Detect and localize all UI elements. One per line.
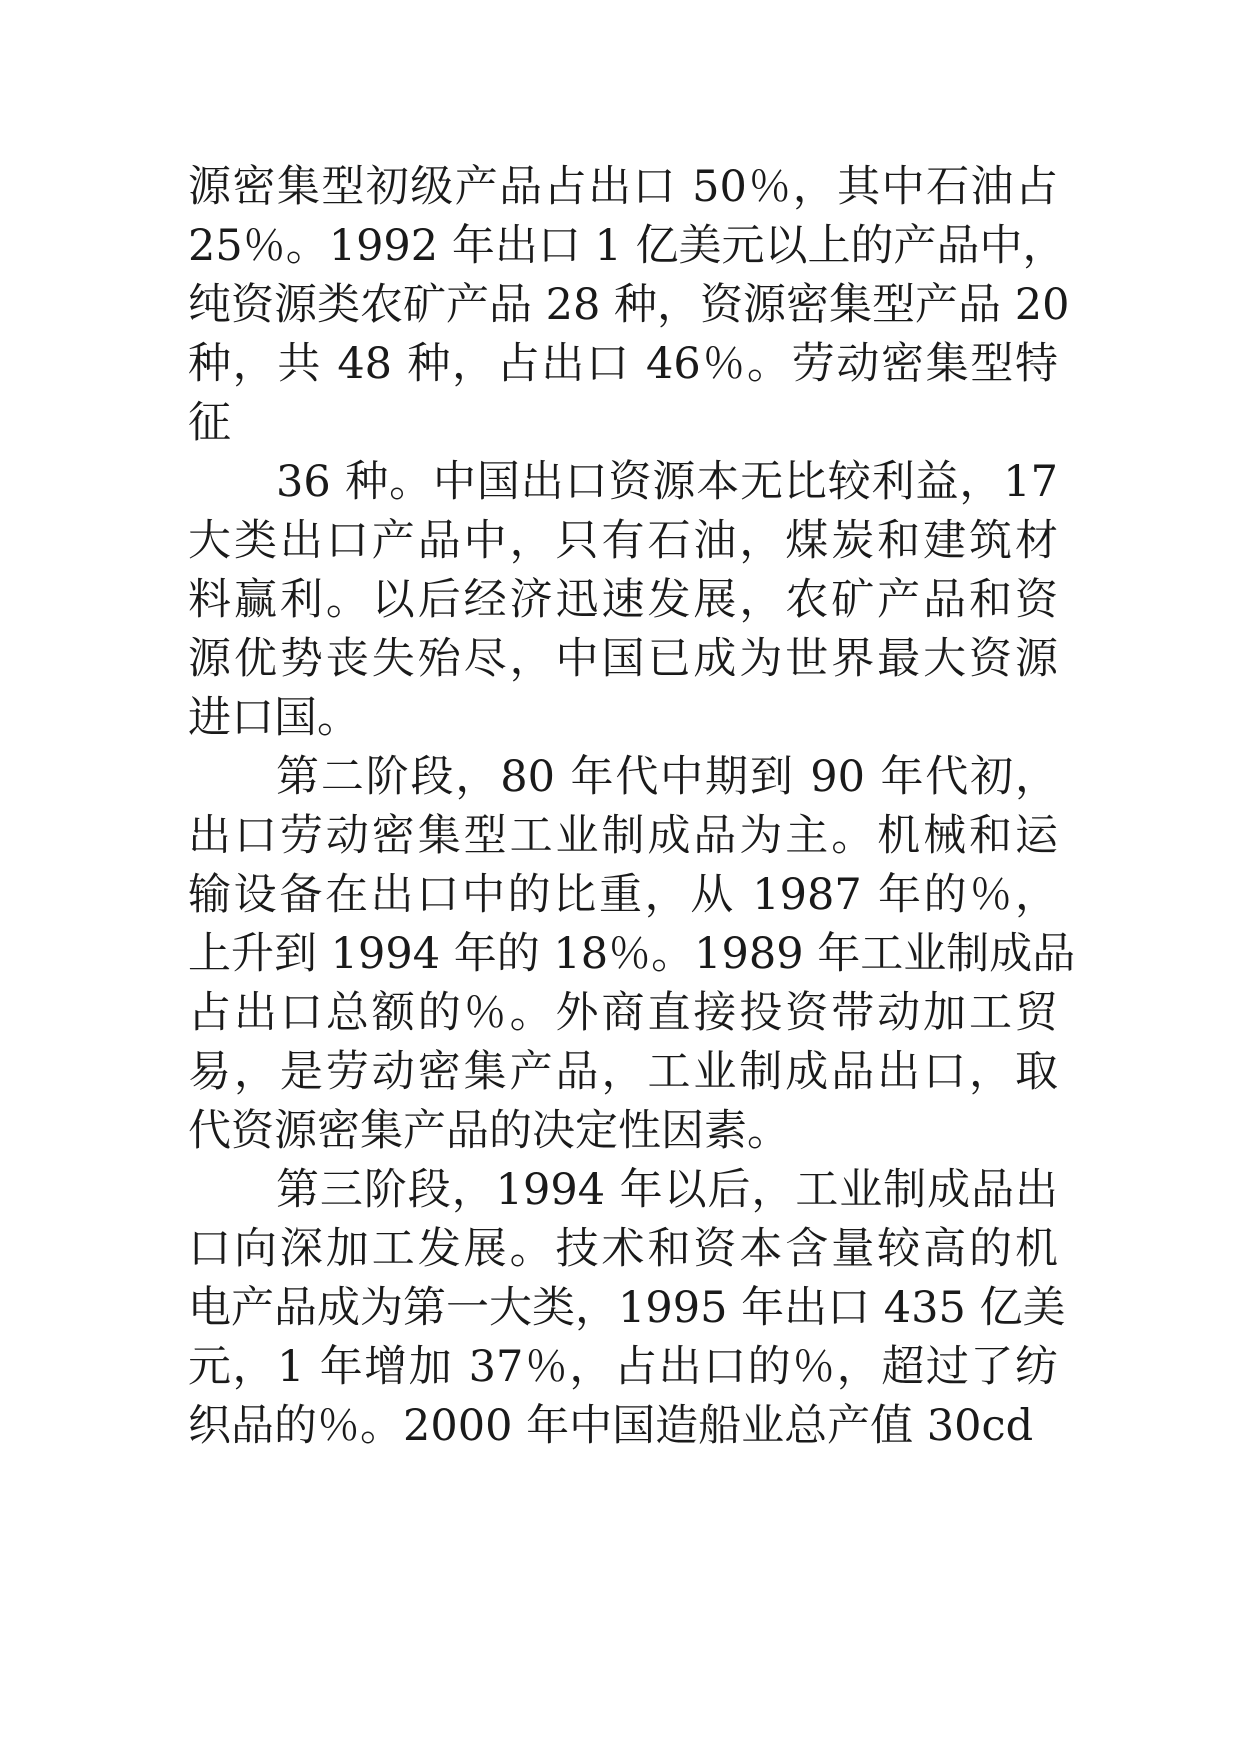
text-line: 易，是劳动密集产品，工业制成品出口，取 [188, 1047, 1058, 1097]
paragraph-2 [188, 453, 1058, 748]
text-line: 出口劳动密集型工业制成品为主。机械和运 [188, 811, 1058, 861]
paragraph-3 [188, 748, 1076, 1161]
text-line: 源密集型初级产品占出口 50％，其中石油占 [188, 162, 1058, 212]
text-line: 占出口总额的％。外商直接投资带动加工贸 [188, 988, 1058, 1038]
text-line: 织品的％。2000 年中国造船业总产值 30cd [188, 1401, 1034, 1451]
text-line: 输设备在出口中的比重，从 1987 年的％， [188, 870, 1058, 920]
text-line: 源优势丧失殆尽，中国已成为世界最大资源 [188, 634, 1058, 684]
text-line: 第三阶段，1994 年以后，工业制成品出 [276, 1165, 1058, 1215]
text-line: 料赢利。以后经济迅速发展，农矿产品和资 [188, 575, 1058, 625]
text-line: 上升到 1994 年的 18％。1989 年工业制成品 [188, 929, 1076, 979]
text-line: 电产品成为第一大类，1995 年出口 435 亿美 [188, 1283, 1066, 1333]
text-line: 种，共 48 种，占出口 46％。劳动密集型特 [188, 339, 1058, 389]
body-text [188, 158, 1076, 1456]
paragraph-4 [188, 1161, 1066, 1456]
text-line: 口向深加工发展。技术和资本含量较高的机 [188, 1224, 1058, 1274]
paragraph-1 [188, 158, 1070, 453]
text-line: 纯资源类农矿产品 28 种，资源密集型产品 20 [188, 280, 1070, 330]
text-line: 第二阶段，80 年代中期到 90 年代初， [276, 752, 1058, 802]
text-line: 代资源密集产品的决定性因素。 [188, 1106, 790, 1156]
text-line: 36 种。中国出口资源本无比较利益，17 [276, 457, 1058, 507]
text-line: 征 [188, 398, 231, 448]
text-line: 25％。1992 年出口 1 亿美元以上的产品中， [188, 221, 1066, 271]
text-line: 进口国。 [188, 693, 360, 743]
text-line: 大类出口产品中，只有石油，煤炭和建筑材 [188, 516, 1058, 566]
text-line: 元，1 年增加 37％，占出口的％，超过了纺 [188, 1342, 1058, 1392]
